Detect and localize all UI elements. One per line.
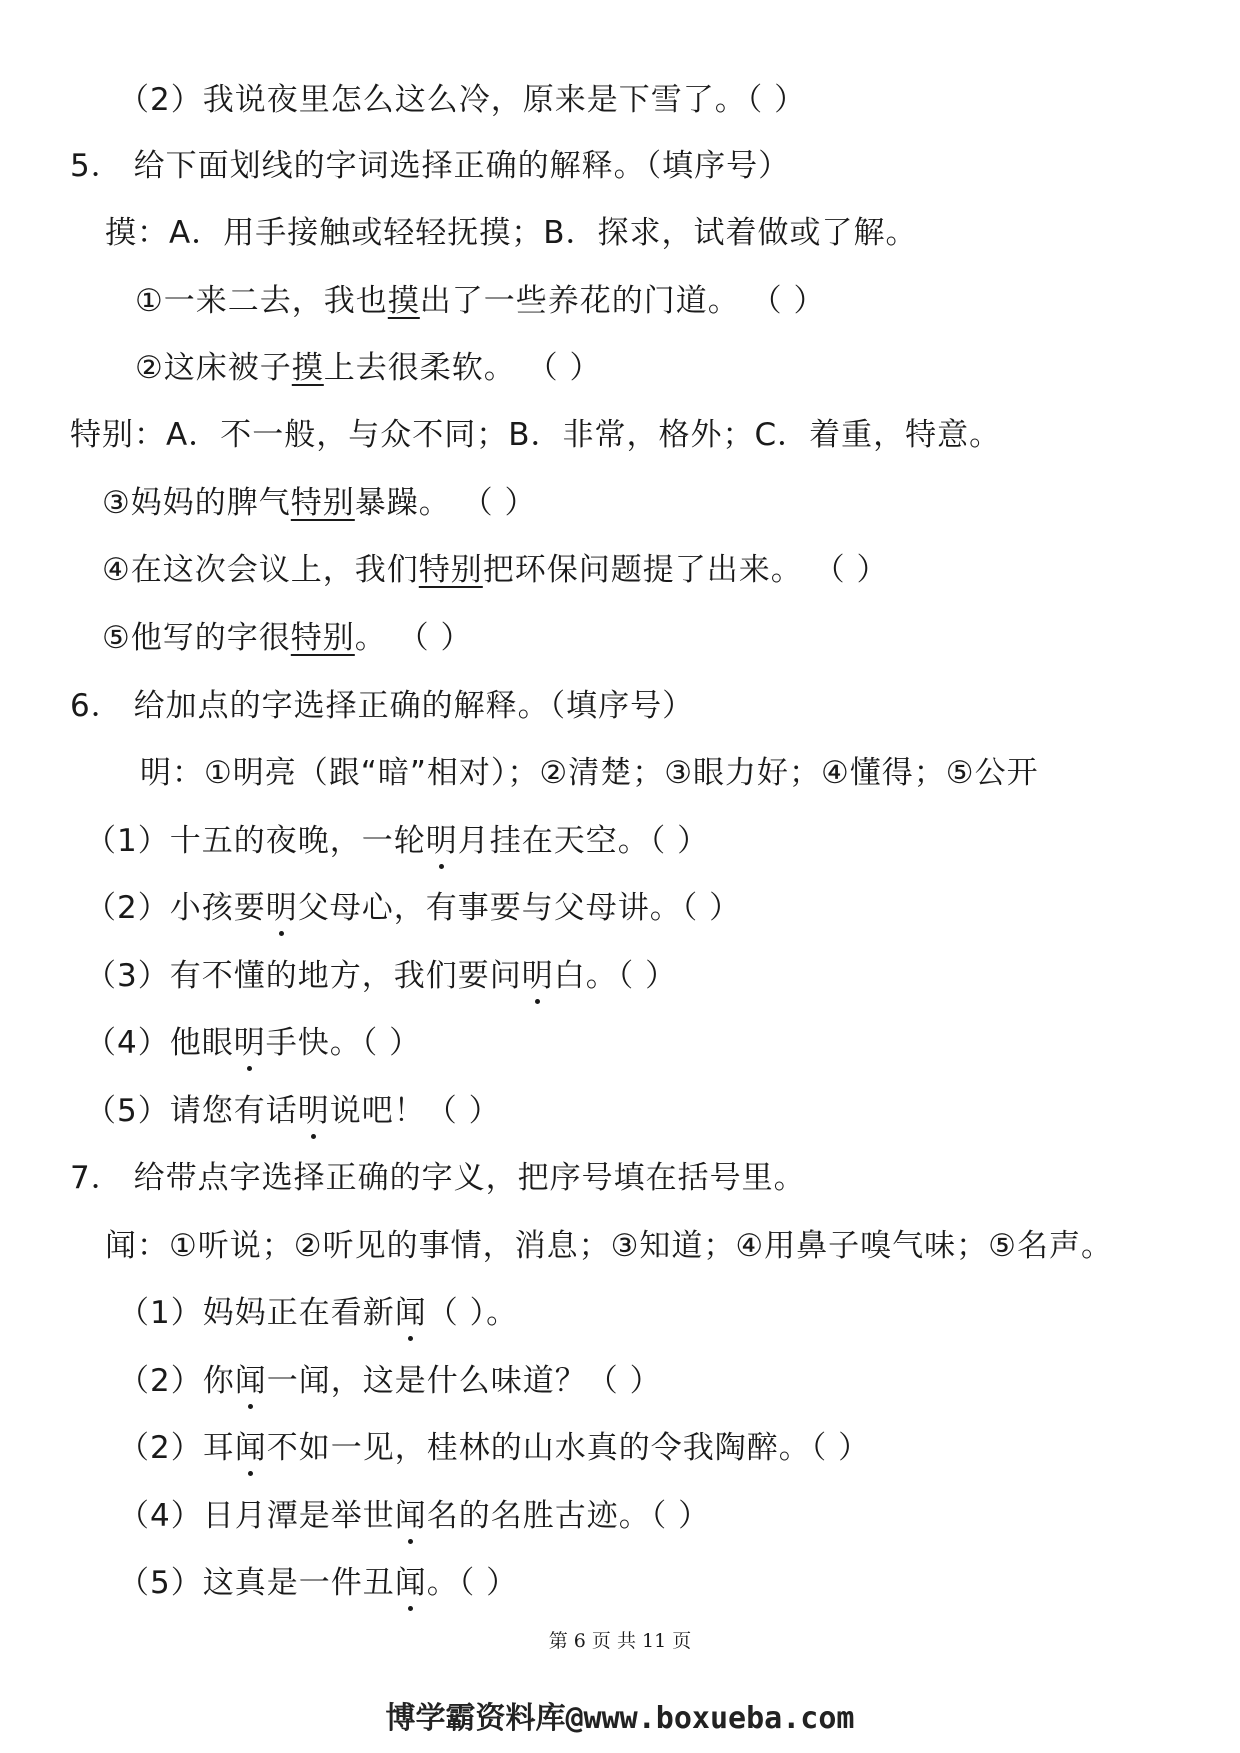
- q6-definition-ming: [140, 753, 1039, 793]
- text-segment: 不如一见，桂林的山水真的令我陶醉。（ ）: [266, 1430, 871, 1466]
- text-segment: 摸：A．用手接触或轻轻抚摸；B．探求，试着做或了解。: [105, 215, 918, 251]
- page-number: 第 6 页 共 11 页: [548, 1630, 692, 1652]
- underlined-word: 特别: [290, 620, 355, 656]
- text-segment: 7． 给带点字选择正确的字义，把序号填在括号里。: [70, 1160, 806, 1196]
- q7-definition-wen: [105, 1226, 1113, 1266]
- q7-item-5: [118, 1563, 518, 1603]
- text-segment: ⑤他写的字很: [102, 620, 291, 656]
- text-segment: （2）我说夜里怎么这么冷，原来是下雪了。（ ）: [118, 82, 807, 118]
- dotted-char: 明: [425, 823, 458, 859]
- q7-item-4: [118, 1496, 710, 1536]
- q6-heading: [70, 686, 694, 726]
- text-segment: （4）日月潭是举世: [118, 1498, 395, 1534]
- q6-item-2: [85, 888, 741, 928]
- text-segment: （5）这真是一件丑: [118, 1565, 395, 1601]
- text-segment: ③妈妈的脾气: [102, 485, 291, 521]
- text-segment: （ ）。: [426, 1295, 519, 1331]
- text-segment: 5． 给下面划线的字词选择正确的解释。（填序号）: [70, 148, 791, 184]
- text-segment: （2）耳: [118, 1430, 235, 1466]
- text-segment: 。（ ）: [426, 1565, 519, 1601]
- text-segment: 月挂在天空。（ ）: [457, 823, 710, 859]
- text-segment: 闻：①听说；②听见的事情，消息；③知道；④用鼻子嗅气味；⑤名声。: [105, 1228, 1113, 1264]
- q7-item-2: [118, 1361, 662, 1401]
- text-segment: 手快。（ ）: [265, 1025, 422, 1061]
- q5-definition-mo: [105, 213, 917, 253]
- q5-definition-tebie: [70, 415, 1001, 455]
- text-segment: ①一来二去，我也: [135, 283, 388, 319]
- text-segment: 白。（ ）: [553, 958, 678, 994]
- text-segment: ④在这次会议上，我们: [102, 552, 419, 588]
- q7-item-1: [118, 1293, 518, 1333]
- dotted-char: 闻: [394, 1295, 427, 1331]
- dotted-char: 闻: [394, 1498, 427, 1534]
- text-segment: 特别：A．不一般，与众不同；B．非常，格外；C．着重，特意。: [70, 417, 1002, 453]
- q6-item-1: [85, 821, 709, 861]
- text-segment: ②这床被子: [135, 350, 292, 386]
- dotted-char: 闻: [234, 1430, 267, 1466]
- text-segment: 一闻，这是什么味道？（ ）: [266, 1363, 662, 1399]
- text-segment: 明：①明亮（跟“暗”相对）；②清楚；③眼力好；④懂得；⑤公开: [140, 755, 1039, 791]
- text-segment: 出了一些养花的门道。 （ ）: [419, 283, 826, 319]
- q5-item-5: [102, 618, 473, 658]
- text-segment: 。 （ ）: [354, 620, 473, 656]
- text-segment: （2）你: [118, 1363, 235, 1399]
- text-segment: （1）十五的夜晚，一轮: [85, 823, 426, 859]
- text-segment: 父母心，有事要与父母讲。（ ）: [297, 890, 742, 926]
- q6-item-4: [85, 1023, 421, 1063]
- dotted-char: 明: [297, 1093, 330, 1129]
- text-segment: 说吧！（ ）: [329, 1093, 501, 1129]
- text-segment: （3）有不懂的地方，我们要问: [85, 958, 522, 994]
- text-segment: 上去很柔软。 （ ）: [323, 350, 602, 386]
- dotted-char: 明: [265, 890, 298, 926]
- q5-heading: [70, 146, 790, 186]
- q7-heading: [70, 1158, 806, 1198]
- watermark: 博学霸资料库@www.boxueba.com: [385, 1701, 855, 1736]
- text-segment: 暴躁。 （ ）: [354, 485, 537, 521]
- q5-item-1: [135, 281, 826, 321]
- underlined-word: 特别: [290, 485, 355, 521]
- q4-item-2: [118, 80, 806, 120]
- text-segment: （4）他眼: [85, 1025, 234, 1061]
- q5-item-4: [102, 550, 889, 590]
- dotted-char: 闻: [394, 1565, 427, 1601]
- q5-item-2: [135, 348, 602, 388]
- dotted-char: 明: [521, 958, 554, 994]
- q6-item-3: [85, 956, 677, 996]
- underlined-word: 摸: [387, 283, 420, 319]
- q5-item-3: [102, 483, 537, 523]
- text-segment: 6． 给加点的字选择正确的解释。（填序号）: [70, 688, 695, 724]
- dotted-char: 闻: [234, 1363, 267, 1399]
- text-segment: 名的名胜古迹。（ ）: [426, 1498, 711, 1534]
- text-segment: 把环保问题提了出来。 （ ）: [482, 552, 889, 588]
- dotted-char: 明: [233, 1025, 266, 1061]
- underlined-word: 摸: [291, 350, 324, 386]
- q7-item-3: [118, 1428, 870, 1468]
- text-segment: （1）妈妈正在看新: [118, 1295, 395, 1331]
- text-segment: （5）请您有话: [85, 1093, 298, 1129]
- text-segment: （2）小孩要: [85, 890, 266, 926]
- underlined-word: 特别: [418, 552, 483, 588]
- q6-item-5: [85, 1091, 501, 1131]
